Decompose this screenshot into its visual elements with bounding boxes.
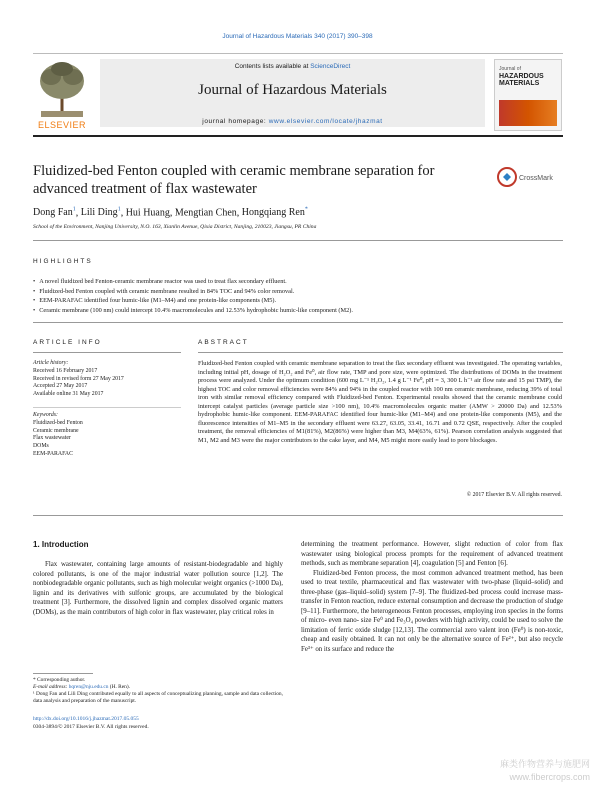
contents-prefix: Contents lists available at xyxy=(234,63,311,70)
doi-block xyxy=(33,716,283,731)
history-item: Received in revised form 27 May 2017 xyxy=(33,375,124,382)
affiliation: School of the Environment, Nanjing University, N.O. 163, Xianlin Avenue, Qixia District, Nanjing, 210023, Jiangsu, PR China xyxy=(33,224,317,230)
keywords xyxy=(33,412,183,459)
footnotes xyxy=(33,677,283,705)
paragraph: Fluidized-bed Fenton process, the most common advanced treatment method, has been used to treat textile, pharmaceutical and flax wastewater with two-phase (liquid–solid) and three-phase (gas–liquid–solid) system [7–9]. The fluidized-bed process could increase mass-transfer in Fenton reaction, reduce external consumption and decrease the production of sludge [9–11]. Furthermore, the heterogeneous Fenton processes, employing iron species in the forms of micro- even nano- size Fe⁰ and Fe₃O₄ powders with high activity, could be used to solve the limitation of ferric oxide sludge [12,13]. The commercial zero valent iron (Fe⁰) is non-toxic, cheap and easily obtained. It can not only be the alternative source of Fe²⁺, but also recycle Fe³⁺ on its surface and reduce the xyxy=(301,569,563,654)
cover-title: HAZARDOUS MATERIALS xyxy=(499,73,544,87)
divider xyxy=(33,322,563,323)
keyword: Flax wastewater xyxy=(33,435,71,442)
divider xyxy=(33,240,563,241)
issn-line: 0304-3894/© 2017 Elsevier B.V. All rights reserved. xyxy=(33,723,149,730)
history-item: Received 16 February 2017 xyxy=(33,367,98,374)
highlight-item: • EEM-PARAFAC identified four humic-like (M1–M4) and one protein-like components (M5). xyxy=(33,296,553,306)
paragraph: Flax wastewater, containing large amounts of resistant-biodegradable and highly colored pollutants, is one of the major industrial water pollution source [1,2]. The nonbiodegradable organic pollutants, such as high molecular weight organics (>1000 Da), lignin and its derivatives with sulfonic groups, are accumulated by the biological treatment [3]. Furthermore, the dissolved lignin and complex dissolved organic matters (DOMs), as the main contributors of high color in flax wastewater, play critical roles in xyxy=(33,561,283,616)
highlights-heading: HIGHLIGHTS xyxy=(33,258,93,265)
paragraph: determining the treatment performance. However, slight reduction of color from flax wastewater using biological process prompts for the requirement of advanced treatment methods, such as membrane separation [4], coagulation [5] and Fenton [6]. xyxy=(301,541,563,568)
email-note: E-mail address: hqren@nju.edu.cn (H. Ren). xyxy=(33,683,130,690)
journal-homepage xyxy=(100,118,485,125)
keyword: Ceramic membrane xyxy=(33,427,79,434)
journal-title: Journal of Hazardous Materials xyxy=(198,82,387,98)
journal-citation[interactable]: Journal of Hazardous Materials 340 (2017) 390–398 xyxy=(222,33,373,40)
history-item: Accepted 27 May 2017 xyxy=(33,383,88,390)
highlight-item: • Fluidized-bed Fenton coupled with ceramic membrane resulted in 84% TOC and 94% color removal. xyxy=(33,287,553,297)
author-link[interactable]: Hongqiang Ren* xyxy=(241,207,308,219)
watermark: 麻类作物营养与施肥网 www.fibercrops.com xyxy=(499,759,590,782)
homepage-prefix: journal homepage: xyxy=(202,118,269,125)
body-column-right xyxy=(301,540,563,655)
body-column-left xyxy=(33,560,283,617)
abstract-text: Fluidized-bed Fenton coupled with ceramic membrane separation to treat the flax secondary effluent was investigated. The operating variables, including initial pH, dosage of H₂O₂ and Fe⁰, air flow rate, TMP and pore size, were optimized. The distributions of DOMs in the treatment process were analyzed. Under the optimum condition (600 mg L⁻¹ H₂O₂, 1.4 g L⁻¹ Fe⁰, pH = 3, 300 L h⁻¹ air flow rate and 15 psi TMP), the highest TOC and color removal efficiencies were 84% and 94% in the coupled reactor with 100 nm ceramic membrane, reducing 39% of total iron with similar removal efficiency compared with Fluidized-bed Fenton. Experimental results showed that the ceramic membrane could intercept catalyst particles (average particle size >100 nm), 10.4% macromolecules organic matter (AMW > 20000 Da) and 12.53% hydrophobic humic-like component. EEM-PARAFAC identified four humic-like (M1–M4) and one protein-like components (M5), and the fluorescence intensities of M1–M5 in the secondary effluent were 63.27, 63.05, 33.41, 16.71 and 0.72 QSE, respectively. After the coupled treatment, the removal efficiencies of M1(81%), M2(86%) were higher than M3, M4(63%, 61%). Pearson correlation analysis suggested that M1, M2 and M3 were the major contributors to the cake layer, and M4, M5 might more easily lead to pore blockages. xyxy=(198,360,562,444)
cover-graphic xyxy=(499,100,557,126)
author-list: Dong Fan$^1$, Lili Ding$^1$, Hui Huang, Mengtian Chen, Hongqiang Ren* xyxy=(33,207,308,219)
history-label: Article history: xyxy=(33,360,69,366)
corresponding-note: * Corresponding author. xyxy=(33,677,86,683)
footnote-rule xyxy=(33,673,93,674)
divider xyxy=(198,352,563,353)
section-heading: 1. Introduction xyxy=(33,540,89,549)
cover-journal-label: Journal of xyxy=(499,66,521,72)
contents-line xyxy=(100,63,485,70)
copyright-notice: © 2017 Elsevier B.V. All rights reserved. xyxy=(466,492,562,498)
publisher-name: ELSEVIER xyxy=(37,120,87,130)
email-link[interactable]: hqren@nju.edu.cn xyxy=(68,683,109,690)
author-link[interactable]: Dong Fan$^1$ xyxy=(33,207,76,219)
crossmark-icon[interactable] xyxy=(497,165,557,189)
author-link[interactable]: Lili Ding$^1$ xyxy=(80,207,121,219)
keywords-label: Keywords: xyxy=(33,412,58,418)
doi-link[interactable]: http://dx.doi.org/10.1016/j.jhazmat.2017.05.055 xyxy=(33,716,139,722)
equal-contribution-note: ¹ Dong Fan and Lili Ding contributed equally to all aspects of conceptualizing planning, sample and data collection, data analysis and preparation of the manuscript. xyxy=(33,690,283,704)
divider xyxy=(33,352,181,353)
highlights-list xyxy=(33,277,553,315)
article-info-heading: ARTICLE INFO xyxy=(33,339,102,346)
keyword: DOMs xyxy=(33,443,49,450)
divider xyxy=(33,515,563,516)
history-item: Available online 31 May 2017 xyxy=(33,391,104,398)
header-rule xyxy=(33,135,563,137)
keyword: Fluidized-bed Fenton xyxy=(33,419,83,426)
keyword: EEM-PARAFAC xyxy=(33,450,73,457)
author-link[interactable]: Hui Huang xyxy=(125,207,170,219)
article-history xyxy=(33,360,183,399)
homepage-link[interactable]: www.elsevier.com/locate/jhazmat xyxy=(268,118,383,125)
abstract-heading: ABSTRACT xyxy=(198,339,249,346)
crossmark-label: CrossMark xyxy=(519,175,553,182)
highlight-item: • Ceramic membrane (100 nm) could intercept 10.4% macromolecules and 12.53% hydrophobic humic-like component (M2). xyxy=(33,306,553,316)
article-title: Fluidized-bed Fenton coupled with ceramic membrane separation for advanced treatment of flax wastewater xyxy=(33,163,435,197)
highlight-item: • A novel fluidized bed Fenton-ceramic membrane reactor was used to treat flax secondary effluent. xyxy=(33,277,553,287)
divider xyxy=(33,407,181,408)
sciencedirect-link[interactable]: ScienceDirect xyxy=(310,63,351,70)
author-link[interactable]: Mengtian Chen xyxy=(174,207,237,219)
